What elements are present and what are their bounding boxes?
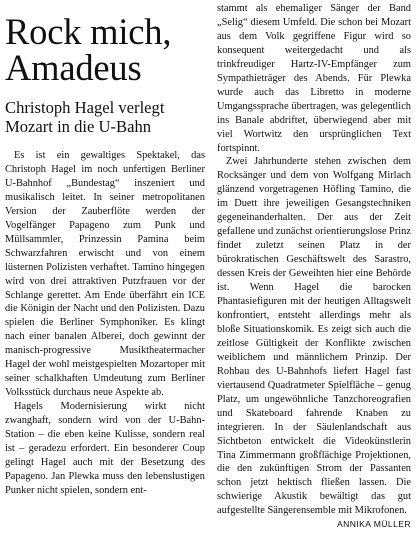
article-column-right (217, 2, 411, 518)
paragraph: Hagels Modernisierung wirkt nicht zwanghaft, sondern wird von der U-Bahn-Station – die eben keine Kulisse, sondern real ist – geradezu erfordert. Ein besonderer Coup gelingt Hagel auch mit der Besetzung des Papageno. Jan Plewka muss den lebenslustigen Punker nicht spielen, sondern ent- (5, 401, 205, 496)
subtitle (5, 98, 205, 136)
body-text-left (5, 149, 205, 498)
subtitle-line-2: Mozart in die U-Bahn (5, 117, 152, 136)
paragraph: Es ist ein gewaltiges Spektakel, das Christoph Hagel im noch unfertigen Berliner U-Bahnhof „Bundestag“ inszeniert und musikalisch leitet. In seiner metropolitanen Version der Zauberflöte werden der Vogelfänger Papageno zum Punk und Müllsammler, Prinzessin Pamina beim Schwarzfahren erwischt und von einem lüsternen Polizisten verhaftet. Tamino hingegen wird von drei attraktiven Putzfrauen vor der Schlange gerettet. Am Ende überfährt ein ICE die Königin der Nacht und den Polizisten. Dazu spielen die Berliner Symphoniker. Es klingt nach einer banalen Alberei, doch gewinnt der manisch-progressive Musiktheatermacher Hagel der wohl meistgespielten Mozartoper mit seiner schalkhaften Umdeutung zum Berliner Volksstück durchaus neue Aspekte ab. (5, 150, 205, 399)
paragraph: Zwei Jahrhunderte stehen zwischen dem Rocksänger und dem von Wolfgang Mirlach glänzend vorgetragenen Höfling Tamino, die im Duett ihre jeweiligen Gesangstechniken gegeneinanderhalten. Der aus der Zeit gefallene und zunächst orientierungslose Prinz findet zuletzt seinen Platz in der bürokratischen Geschäftswelt des Sarastro, dessen Kreis der Geweihten hier eine Behörde ist. Wenn Hagel die barocken Phantasiefiguren mit der heutigen Alltagswelt konfrontiert, entsteht allerdings mehr als bloße Situationskomik. Es zeigt sich auch die zeitlose Gültigkeit der Konflikte zwischen weiblichem und männlichem Prinzip. Der Rohbau des U-Bahnhofs liefert Hagel fast viertausend Quadratmeter Spielfläche – genug Platz, um ungewöhnliche Tanzchoreografien und Skateboard fahrende Knaben zu integrieren. In der Säulenlandschaft aus Sichtbeton entwickelt die Videokünstlerin Tina Zimmermann großflächige Projektionen, die den zukünftigen Strom der Passanten schon jetzt hektisch fließen lassen. Die schwierige Akustik bewältigt das gut aufgestellte Sängerensemble mit Mikrofonen. (217, 156, 411, 517)
headline (5, 0, 205, 86)
author-byline: ANNIKA MÜLLER (337, 519, 411, 529)
paragraph: stammt als ehemaliger Sänger der Band „Selig“ diesem Umfeld. Die schon bei Mozart aus dem Volk gegriffene Figur wird so konsequent weitergedacht und als trinkfreudiger Hartz-IV-Empfänger zum Sympathieträger des Abends. Für Plewka wurde auch das Libretto in moderne Umgangssprache übertragen, was gelegentlich ins Banale abdriftet, überwiegend aber mit viel Wortwitz den ursprünglichen Text fortspinnt. (217, 3, 411, 154)
body-text-right (217, 2, 411, 518)
headline-line-1: Rock mich, (5, 11, 172, 52)
subtitle-line-1: Christoph Hagel verlegt (5, 98, 165, 117)
article-column-left (5, 0, 205, 498)
headline-line-2: Amadeus (5, 47, 142, 88)
